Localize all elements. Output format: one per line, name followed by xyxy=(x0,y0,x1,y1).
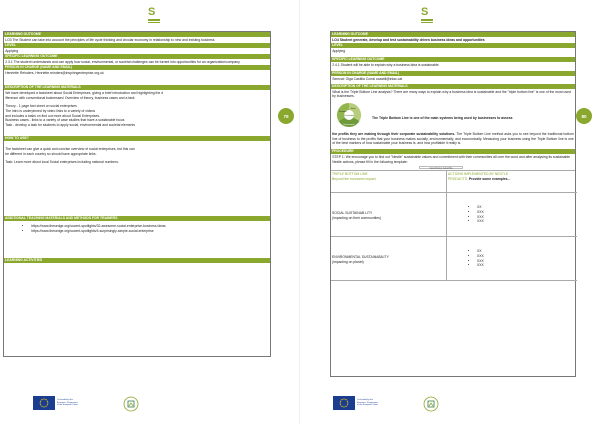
section-header: HOW TO USE? xyxy=(4,136,270,141)
resource-link[interactable]: • https://www.thesedge.org/socent-spotlights/4-surprisingly-simple-social-enterprise xyxy=(31,229,269,233)
learning-outcome: LO4 Student generate, develop and test sustainability driven business ideas and opportunities xyxy=(332,37,485,42)
resource-link[interactable]: • https://www.thesedge.org/socent-spotlights/32-awesome-social-enterprise-business ideas xyxy=(31,224,269,228)
eu-flag-icon xyxy=(333,396,355,410)
additional-materials xyxy=(4,221,270,258)
list-item: • XXX xyxy=(477,254,484,258)
section-header: PERSON IN CHARGE (NAME AND EMAIL) xyxy=(331,71,575,76)
list-item: • XXX xyxy=(477,215,484,219)
page-number: 80 xyxy=(576,108,592,124)
level: Applying xyxy=(5,48,19,53)
text-line: ifference with conventional businesses/ Overview of theory, business cases and a task xyxy=(5,95,135,100)
logo-icon: S xyxy=(148,8,162,24)
specific-outcome: 2.3.1 The student understands and can apply how social, environmental, or societal challenges can be turned into opportunities for an organization/company. xyxy=(5,59,241,64)
learning-unit-table xyxy=(3,31,271,357)
svg-text:Environmental: Environmental xyxy=(343,124,355,127)
section-header: LEARNING OUTCOME xyxy=(4,32,270,37)
section-header: SPECIFIC LEARNING OUTCOME xyxy=(331,57,575,62)
project-logo-icon xyxy=(123,396,139,412)
eu-funding-text: Co-funded by the Erasmus+ Programme of the European Union xyxy=(357,399,378,407)
grid-header-right: ACTIONS IMPLEMENTED BY NESTLE PRODUCTS. Provide some examples... xyxy=(447,171,577,193)
text-line: be different in each country so should have appropriate links. xyxy=(5,151,97,156)
grid-header-left: TRIPLE BOTTOM LINE Beyond the economic impact xyxy=(331,171,447,193)
description-intro: What is the Triple Bottom Line analysis? There are many ways to explain why a business idea is sustainable and the "triple bottom line" is one of the most used by businesses. xyxy=(332,89,571,99)
template-grid xyxy=(331,170,575,281)
project-logo-icon xyxy=(423,396,439,412)
text-line: Business cases - links to a variety of case studies that have a sustainable focus xyxy=(5,118,125,123)
list-item: • XXX xyxy=(477,259,484,263)
text-line: Theory - 1 page fact sheet on social enterprises xyxy=(5,103,77,108)
eu-flag-icon xyxy=(33,396,55,410)
list-item: • XX xyxy=(477,249,484,253)
section-header: LEARNING ACTIVITIES xyxy=(4,258,270,263)
right-page xyxy=(300,0,600,424)
grid-row-items[interactable] xyxy=(447,237,577,281)
text-line: Task: Learn more about local Social enterprises including national numbers. xyxy=(5,160,119,165)
section-header: DESCRIPTION OF THE LEARNING MATERIALS xyxy=(4,85,270,90)
list-item: • XXX xyxy=(477,219,484,223)
triple-bottom-line-diagram xyxy=(334,100,364,130)
procedure: STEP 1: We encourage you to find out "Nestle" sustainable values and commitment with their communities all over the word and after analysing its sustainable Nestle actions, please fill in the following template: xyxy=(332,155,571,164)
specific-outcome: 2.4.1 Student will be able to explain why a business idea is sustainable. xyxy=(332,62,440,67)
section-header: DESCRIPTION OF THE LEARNING MATERIALS xyxy=(331,84,575,89)
section-header: SPECIFIC LEARNING OUTCOME xyxy=(4,54,270,59)
level: Applying xyxy=(332,48,346,53)
person-in-charge: Henriette Reinders, Henriette.reinders@inspiringenterprise.org.uk xyxy=(5,70,104,75)
text-line: We have developed a factsheet about Social Enterprises, giving a brief introduction and highlighting the d xyxy=(5,90,164,95)
grid-row-label: SOCIAL SUSTAINAB LITY (impacting on their communities) xyxy=(331,193,447,237)
nestle-logo: Good Food, Good life xyxy=(419,166,463,170)
person-in-charge: Semcat: Olga Castilla Corral ocastill@inlac.cat xyxy=(332,76,403,81)
section-header: LEVEL xyxy=(4,43,270,48)
how-to-use xyxy=(4,141,270,216)
logo-icon: S xyxy=(421,8,435,24)
learning-unit-table xyxy=(330,31,576,377)
section-header: LEARNING OUTCOME xyxy=(331,32,575,37)
text-line: The factsheet can give a quick and concise overview of social enterprises, but this can xyxy=(5,147,135,152)
section-header: ADDITIONAL TEACHING MATERIALS AND METHODS FOR TRAINERS xyxy=(4,216,270,221)
tbl-explanation: the profits they are making through their corporate sustainability solutions. The Triple Bottom Line method asks you to see beyond the traditional bottom line of business to the profits that your business makes socially, environmentally, and economically. Measuring your business using the Triple Bottom line is one of the best markers of how sustainable your business is, and how profitable it really is. xyxy=(332,132,574,146)
section-header: LEVEL xyxy=(331,43,575,48)
section-header: PERSON IN CHARGE (NAME AND EMAIL) xyxy=(4,65,270,70)
grid-row-items[interactable] xyxy=(447,193,577,237)
learning-outcome: LO3 The Student can take into account the principles of life cycle thinking and circular economy in relationship to new and existing business xyxy=(5,37,215,42)
list-item: • XX xyxy=(477,205,484,209)
list-item: • XXX xyxy=(477,210,484,214)
text-line: and includes a tasks on find out more about Social Enterprises. xyxy=(5,113,100,118)
text-line: The intro is underpinned by video links to a variety of videos xyxy=(5,108,96,113)
eu-funding-text: Co-funded by the Erasmus+ Programme of the European Union xyxy=(57,399,78,407)
tbl-lead-text: The Triple Bottom Line is one of the main systems being used by businesses to assess xyxy=(372,116,513,121)
description xyxy=(4,90,270,136)
section-header: PROCEDURE xyxy=(331,149,575,154)
text-line: Task - develop a task for students to apply social, environmental and societal elements xyxy=(5,123,136,128)
triple-bottom-line-figure xyxy=(332,100,575,131)
grid-row-label: ENVIRONMENTAL SUSTAINABILITY (impacting on planet) xyxy=(331,237,447,281)
page-number: 79 xyxy=(278,108,294,124)
svg-text:Economic: Economic xyxy=(339,111,347,114)
list-item: • XXX xyxy=(477,263,484,267)
svg-text:Sustainable: Sustainable xyxy=(344,115,354,118)
svg-text:Social: Social xyxy=(350,108,356,111)
